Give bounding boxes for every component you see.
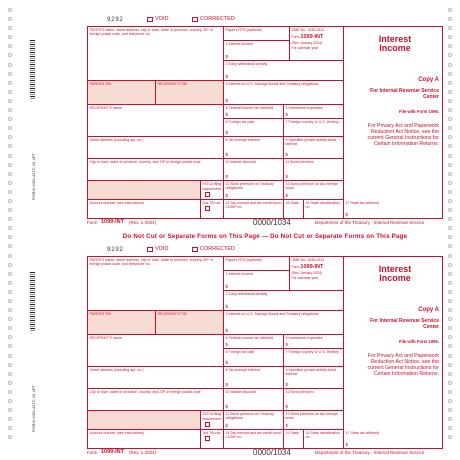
box8-label: 8 Tax-exempt interest	[225, 368, 260, 372]
form-footer	[87, 219, 443, 227]
dollar-sign: $	[285, 174, 289, 180]
tractor-hole	[448, 372, 452, 376]
tractor-hole	[8, 126, 12, 130]
city-field[interactable]	[88, 389, 224, 411]
box3-field[interactable]	[224, 311, 344, 335]
tractor-hole	[448, 417, 452, 421]
tractor-hole	[8, 344, 12, 348]
form-title	[350, 35, 440, 53]
box2-label: 2 Early withdrawal penalty	[225, 292, 268, 296]
tractor-hole	[8, 53, 12, 57]
footer-department: Department of the Treasury - Internal Revenue Service	[315, 450, 425, 455]
cut-line-warning: Do Not Cut or Separate Forms on This Page — Do Not Cut or Separate Forms on This Page	[122, 233, 408, 240]
dollar-sign: $	[285, 342, 289, 348]
dollar-sign: $	[285, 112, 289, 118]
footer-form-word: Form	[87, 450, 98, 455]
tractor-hole	[8, 90, 12, 94]
dollar-sign: $	[225, 423, 229, 429]
omb-number: OMB No. 1545-0112	[291, 258, 325, 262]
form-name: 1099-INT	[300, 264, 324, 271]
box14-label: 14 Tax-exempt and tax credit bond CUSIP no.	[225, 201, 281, 210]
dollar-sign: $	[285, 193, 289, 199]
tractor-hole	[8, 81, 12, 85]
form-word: Form	[291, 265, 300, 270]
dollar-sign: $	[225, 98, 229, 104]
title-line-1: Interest	[378, 264, 412, 274]
shaded-area	[88, 181, 201, 200]
void-label: VOID	[155, 246, 169, 252]
dollar-sign: $	[225, 74, 229, 80]
box16-field[interactable]	[304, 430, 344, 449]
box4-label: 4 Federal income tax withheld	[225, 106, 274, 110]
box7-label: 7 Foreign country or U.S. territory	[285, 350, 339, 354]
dollar-sign: $	[225, 130, 229, 136]
box11-field[interactable]	[284, 389, 344, 411]
side-form-code-top: FORM 1150-41TC-16 4PT	[31, 153, 36, 200]
dollar-sign: $	[225, 342, 229, 348]
tractor-hole	[448, 26, 452, 30]
tractor-hole	[448, 244, 452, 248]
tractor-hole	[448, 290, 452, 294]
account-number-label: Account number (see instructions)	[89, 431, 145, 435]
box12-label: 12 Bond premium on Treasury obligations	[225, 182, 274, 191]
box7-label: 7 Foreign country or U.S. territory	[285, 120, 339, 124]
tractor-hole	[448, 363, 452, 367]
corrected-label: CORRECTED	[200, 16, 235, 22]
city-label: City or town, state or province, country, and ZIP or foreign postal code	[89, 160, 201, 164]
box16-label: 16 State identification no.	[305, 431, 340, 440]
box11-label: 11 Bond premium	[285, 390, 314, 394]
box6-label: 6 Foreign tax paid	[225, 120, 255, 124]
side-barcode-bottom	[30, 272, 35, 332]
box3-label: 3 Interest on U.S. Savings Bonds and Treasury obligations	[225, 312, 319, 316]
dollar-sign: $	[225, 193, 229, 199]
tractor-hole	[448, 272, 452, 276]
box15-label: 15 State	[285, 201, 299, 205]
recipients-tin-field[interactable]	[156, 311, 224, 335]
recipient-name-field[interactable]	[88, 105, 224, 137]
box16-label: 16 State identification no.	[305, 201, 340, 210]
tractor-hole	[8, 281, 12, 285]
box8-field[interactable]	[224, 367, 284, 389]
box5-label: 5 Investment expenses	[285, 336, 323, 340]
tractor-hole	[448, 144, 452, 148]
side-form-code-bottom: FORM 1150-41TC-16 4PT	[31, 385, 36, 432]
footer-form-name: 1099-INT	[101, 449, 124, 455]
fatca-checkbox[interactable]	[205, 192, 210, 197]
dollar-sign: $	[225, 382, 229, 388]
shaded-area	[88, 411, 201, 430]
tractor-hole	[8, 172, 12, 176]
recipients-tin-label: RECIPIENT'S TIN	[157, 82, 187, 86]
tractor-hole	[8, 72, 12, 76]
tractor-hole	[448, 35, 452, 39]
tractor-hole	[8, 117, 12, 121]
box13-label: 13 Bond premium on tax-exempt bond	[285, 182, 338, 191]
dollar-sign: $	[225, 404, 229, 410]
box15-field[interactable]	[284, 200, 304, 219]
box12-field[interactable]	[224, 181, 284, 200]
corrected-label: CORRECTED	[200, 246, 235, 252]
tractor-hole	[448, 17, 452, 21]
title-line-2: Income	[379, 273, 411, 283]
street-address-label: Street address (including apt. no.)	[89, 138, 144, 142]
box9-field[interactable]	[284, 137, 344, 159]
tractor-hole	[448, 190, 452, 194]
box14-field[interactable]	[224, 430, 284, 449]
tractor-hole	[8, 372, 12, 376]
box13-field[interactable]	[284, 181, 344, 200]
tractor-hole	[448, 335, 452, 339]
tractor-hole	[448, 235, 452, 239]
tractor-hole	[448, 108, 452, 112]
fatca-label: FATCA filing requirement	[202, 412, 221, 421]
tractor-hole	[8, 35, 12, 39]
tractor-hole	[448, 254, 452, 258]
tractor-hole	[8, 99, 12, 103]
tractor-hole	[8, 154, 12, 158]
calendar-year: For calendar year	[291, 45, 319, 50]
box1-label: 1 Interest income	[225, 42, 254, 46]
dollar-sign: $	[345, 442, 349, 448]
title-line-1: Interest	[378, 34, 412, 44]
tractor-hole	[448, 263, 452, 267]
tractor-hole	[8, 299, 12, 303]
payer-name-field[interactable]	[88, 257, 224, 311]
rev-date: (Rev. January 2024)	[291, 41, 322, 45]
tractor-hole	[8, 135, 12, 139]
tractor-hole	[8, 326, 12, 330]
recipient-name-field[interactable]	[88, 335, 224, 367]
box2-field[interactable]	[224, 291, 344, 311]
box14-field[interactable]	[224, 200, 284, 219]
tractor-hole	[448, 344, 452, 348]
void-label: VOID	[155, 16, 169, 22]
title-line-2: Income	[379, 43, 411, 53]
tractor-hole	[8, 26, 12, 30]
street-address-field[interactable]	[88, 137, 224, 159]
tractor-hole	[8, 272, 12, 276]
tractor-hole	[8, 390, 12, 394]
tractor-hole	[8, 417, 12, 421]
rev-date: (Rev. January 2024)	[291, 271, 322, 275]
form-grid	[87, 26, 443, 219]
tractor-hole	[8, 354, 12, 358]
corrected-checkbox[interactable]	[192, 17, 198, 22]
box4-field[interactable]	[224, 105, 284, 119]
for-internal-text: For Internal Revenue Service Center	[370, 318, 439, 330]
tractor-hole	[8, 435, 12, 439]
second-tin-checkbox[interactable]	[205, 206, 210, 211]
tractor-hole	[448, 408, 452, 412]
calendar-year: For calendar year	[291, 275, 319, 280]
tractor-hole	[448, 326, 452, 330]
box11-label: 11 Bond premium	[285, 160, 314, 164]
tractor-hole	[8, 217, 12, 221]
recipients-tin-label: RECIPIENT'S TIN	[157, 312, 187, 316]
dollar-sign: $	[225, 360, 229, 366]
box13-label: 13 Bond premium on tax-exempt bond	[285, 412, 338, 421]
corrected-checkbox[interactable]	[192, 247, 198, 252]
tractor-hole	[8, 144, 12, 148]
tractor-hole	[8, 190, 12, 194]
tractor-hole	[448, 354, 452, 358]
box10-field[interactable]	[224, 159, 284, 181]
footer-rev: (Rev. 1-2024)	[129, 220, 157, 225]
form-grid	[87, 256, 443, 449]
tractor-holes-right	[448, 8, 454, 454]
dollar-sign: $	[285, 382, 289, 388]
box8-field[interactable]	[224, 137, 284, 159]
file-with-text: File with Form 1096.	[398, 339, 439, 344]
box10-label: 10 Market discount	[225, 390, 256, 394]
form-word: Form	[291, 35, 300, 40]
batch-number: 9292	[107, 16, 124, 23]
second-tin-field[interactable]	[201, 200, 224, 219]
street-address-label: Street address (including apt. no.)	[89, 368, 144, 372]
footer-form-name: 1099-INT	[101, 219, 124, 225]
void-checkbox[interactable]	[147, 247, 153, 252]
box12-field[interactable]	[224, 411, 284, 430]
tractor-hole	[8, 317, 12, 321]
tractor-hole	[8, 381, 12, 385]
tractor-hole	[8, 235, 12, 239]
box9-label: 9 Specified private activity bond interest	[285, 368, 337, 377]
dollar-sign: $	[225, 54, 229, 60]
dollar-sign: $	[225, 152, 229, 158]
tractor-hole	[448, 163, 452, 167]
dollar-sign: $	[285, 423, 289, 429]
box3-label: 3 Interest on U.S. Savings Bonds and Treasury obligations	[225, 82, 319, 86]
box13-field[interactable]	[284, 411, 344, 430]
tractor-hole	[8, 8, 12, 12]
payers-tin-label: PAYER'S TIN	[89, 82, 111, 86]
tractor-hole	[448, 299, 452, 303]
box5-label: 5 Investment expenses	[285, 106, 323, 110]
tractor-hole	[448, 226, 452, 230]
tractor-hole	[448, 208, 452, 212]
box5-field[interactable]	[284, 105, 344, 119]
box15-label: 15 State	[285, 431, 299, 435]
payers-tin-field[interactable]	[88, 311, 156, 335]
tractor-hole	[448, 426, 452, 430]
void-checkbox[interactable]	[147, 17, 153, 22]
tractor-hole	[448, 308, 452, 312]
second-tin-checkbox[interactable]	[205, 436, 210, 441]
tractor-hole	[8, 363, 12, 367]
tractor-hole	[448, 199, 452, 203]
omb-year-field	[290, 257, 344, 291]
tractor-hole	[8, 254, 12, 258]
tractor-hole	[448, 281, 452, 285]
payer-name-field[interactable]	[88, 27, 224, 81]
box17-field[interactable]	[344, 200, 442, 219]
tractor-hole	[8, 181, 12, 185]
box1-field[interactable]	[224, 41, 290, 61]
box12-label: 12 Bond premium on Treasury obligations	[225, 412, 274, 421]
dollar-sign: $	[225, 328, 229, 334]
box9-field[interactable]	[284, 367, 344, 389]
recipient-name-label: RECIPIENT'S name	[89, 106, 122, 110]
account-number-field[interactable]	[88, 200, 201, 219]
account-number-field[interactable]	[88, 430, 201, 449]
payer-name-label: PAYER'S name, street address, city or town, state or province, country, ZIP or foreign postal code, and telephone no.	[89, 28, 213, 37]
dollar-sign: $	[225, 284, 229, 290]
copy-label: Copy A	[418, 307, 439, 313]
box9-label: 9 Specified private activity bond interest	[285, 138, 337, 147]
tractor-hole	[448, 63, 452, 67]
box4-label: 4 Federal income tax withheld	[225, 336, 274, 340]
box6-field[interactable]	[224, 119, 284, 137]
tractor-hole	[448, 217, 452, 221]
box1-label: 1 Interest income	[225, 272, 254, 276]
dollar-sign: $	[285, 152, 289, 158]
box2-label: 2 Early withdrawal penalty	[225, 62, 268, 66]
tractor-hole	[448, 435, 452, 439]
tractor-hole	[8, 17, 12, 21]
tractor-hole	[448, 381, 452, 385]
tractor-hole	[8, 263, 12, 267]
footer-department: Department of the Treasury - Internal Revenue Service	[315, 220, 425, 225]
box3-field[interactable]	[224, 81, 344, 105]
footer-form-word: Form	[87, 220, 98, 225]
void-corrected-row	[87, 16, 443, 26]
payers-tin-field[interactable]	[88, 81, 156, 105]
dollar-sign: $	[225, 174, 229, 180]
form-footer	[87, 449, 443, 457]
tractor-hole	[448, 44, 452, 48]
tractor-hole	[8, 290, 12, 294]
box2-field[interactable]	[224, 61, 344, 81]
tractor-hole	[8, 244, 12, 248]
tractor-hole	[448, 8, 452, 12]
tractor-hole	[8, 426, 12, 430]
box8-label: 8 Tax-exempt interest	[225, 138, 260, 142]
tractor-hole	[8, 208, 12, 212]
box4-field[interactable]	[224, 335, 284, 349]
box6-field[interactable]	[224, 349, 284, 367]
tractor-hole	[448, 390, 452, 394]
for-internal-text: For Internal Revenue Service Center	[370, 88, 439, 100]
tractor-hole	[8, 199, 12, 203]
tractor-hole	[448, 172, 452, 176]
box17-label: 17 State tax withheld	[345, 201, 379, 205]
box11-field[interactable]	[284, 159, 344, 181]
tractor-hole	[448, 90, 452, 94]
box14-label: 14 Tax-exempt and tax credit bond CUSIP no.	[225, 431, 281, 440]
tractor-hole	[448, 99, 452, 103]
city-label: City or town, state or province, country, and ZIP or foreign postal code	[89, 390, 201, 394]
tractor-hole	[8, 226, 12, 230]
tractor-hole	[448, 117, 452, 121]
box10-label: 10 Market discount	[225, 160, 256, 164]
payers-rtn-field[interactable]	[224, 27, 290, 41]
dollar-sign: $	[285, 404, 289, 410]
payer-name-label: PAYER'S name, street address, city or town, state or province, country, ZIP or foreign postal code, and telephone no.	[89, 258, 213, 267]
omb-year-field	[290, 27, 344, 61]
tractor-hole	[448, 154, 452, 158]
dollar-sign: $	[345, 212, 349, 218]
tractor-hole	[8, 63, 12, 67]
tractor-hole	[8, 163, 12, 167]
tractor-hole	[8, 108, 12, 112]
batch-number: 9292	[107, 246, 124, 253]
footer-rev: (Rev. 1-2024)	[129, 450, 157, 455]
privacy-notice: For Privacy Act and Paperwork Reduction Act Notice, see the current General Instructions for Certain Information Returns.	[367, 123, 439, 147]
tractor-hole	[448, 317, 452, 321]
tractor-hole	[448, 399, 452, 403]
tractor-hole	[448, 181, 452, 185]
form-copy-bottom	[87, 246, 443, 458]
omb-number: OMB No. 1545-0112	[291, 28, 325, 32]
box16-field[interactable]	[304, 200, 344, 219]
void-corrected-row	[87, 246, 443, 256]
privacy-notice: For Privacy Act and Paperwork Reduction Act Notice, see the current General Instructions for Certain Information Returns.	[367, 353, 439, 377]
box1-field[interactable]	[224, 271, 290, 291]
tractor-holes-left	[8, 8, 14, 454]
box5-field[interactable]	[284, 335, 344, 349]
tractor-hole	[448, 135, 452, 139]
account-number-label: Account number (see instructions)	[89, 201, 145, 205]
tractor-hole	[8, 335, 12, 339]
city-field[interactable]	[88, 159, 224, 181]
recipients-tin-field[interactable]	[156, 81, 224, 105]
second-tin-label: 2nd TIN not.	[202, 201, 222, 205]
second-tin-field[interactable]	[201, 430, 224, 449]
form-title	[350, 265, 440, 283]
tractor-hole	[8, 399, 12, 403]
footer-form-number: 0000/1034	[253, 448, 291, 457]
box17-field[interactable]	[344, 430, 442, 449]
fatca-checkbox[interactable]	[205, 422, 210, 427]
payers-tin-label: PAYER'S TIN	[89, 312, 111, 316]
payers-rtn-field[interactable]	[224, 257, 290, 271]
tractor-hole	[448, 53, 452, 57]
street-address-field[interactable]	[88, 367, 224, 389]
tractor-hole	[448, 81, 452, 85]
box17-label: 17 State tax withheld	[345, 431, 379, 435]
fatca-label: FATCA filing requirement	[202, 182, 221, 191]
tractor-hole	[8, 308, 12, 312]
box7-field[interactable]	[284, 119, 344, 137]
tractor-hole	[8, 408, 12, 412]
footer-form-number: 0000/1034	[253, 218, 291, 227]
dollar-sign: $	[225, 112, 229, 118]
box10-field[interactable]	[224, 389, 284, 411]
form-name: 1099-INT	[300, 34, 324, 41]
fatca-field[interactable]	[201, 181, 224, 200]
box7-field[interactable]	[284, 349, 344, 367]
side-barcode-top	[30, 40, 35, 100]
box15-field[interactable]	[284, 430, 304, 449]
tractor-hole	[448, 72, 452, 76]
dollar-sign: $	[225, 304, 229, 310]
form-copy-top	[87, 16, 443, 228]
tractor-hole	[448, 126, 452, 130]
second-tin-label: 2nd TIN not.	[202, 431, 222, 435]
payers-rtn-label: Payer's RTN (optional)	[225, 28, 262, 32]
payers-rtn-label: Payer's RTN (optional)	[225, 258, 262, 262]
tractor-hole	[8, 44, 12, 48]
file-with-text: File with Form 1096.	[398, 109, 439, 114]
fatca-field[interactable]	[201, 411, 224, 430]
box6-label: 6 Foreign tax paid	[225, 350, 255, 354]
recipient-name-label: RECIPIENT'S name	[89, 336, 122, 340]
copy-label: Copy A	[418, 77, 439, 83]
